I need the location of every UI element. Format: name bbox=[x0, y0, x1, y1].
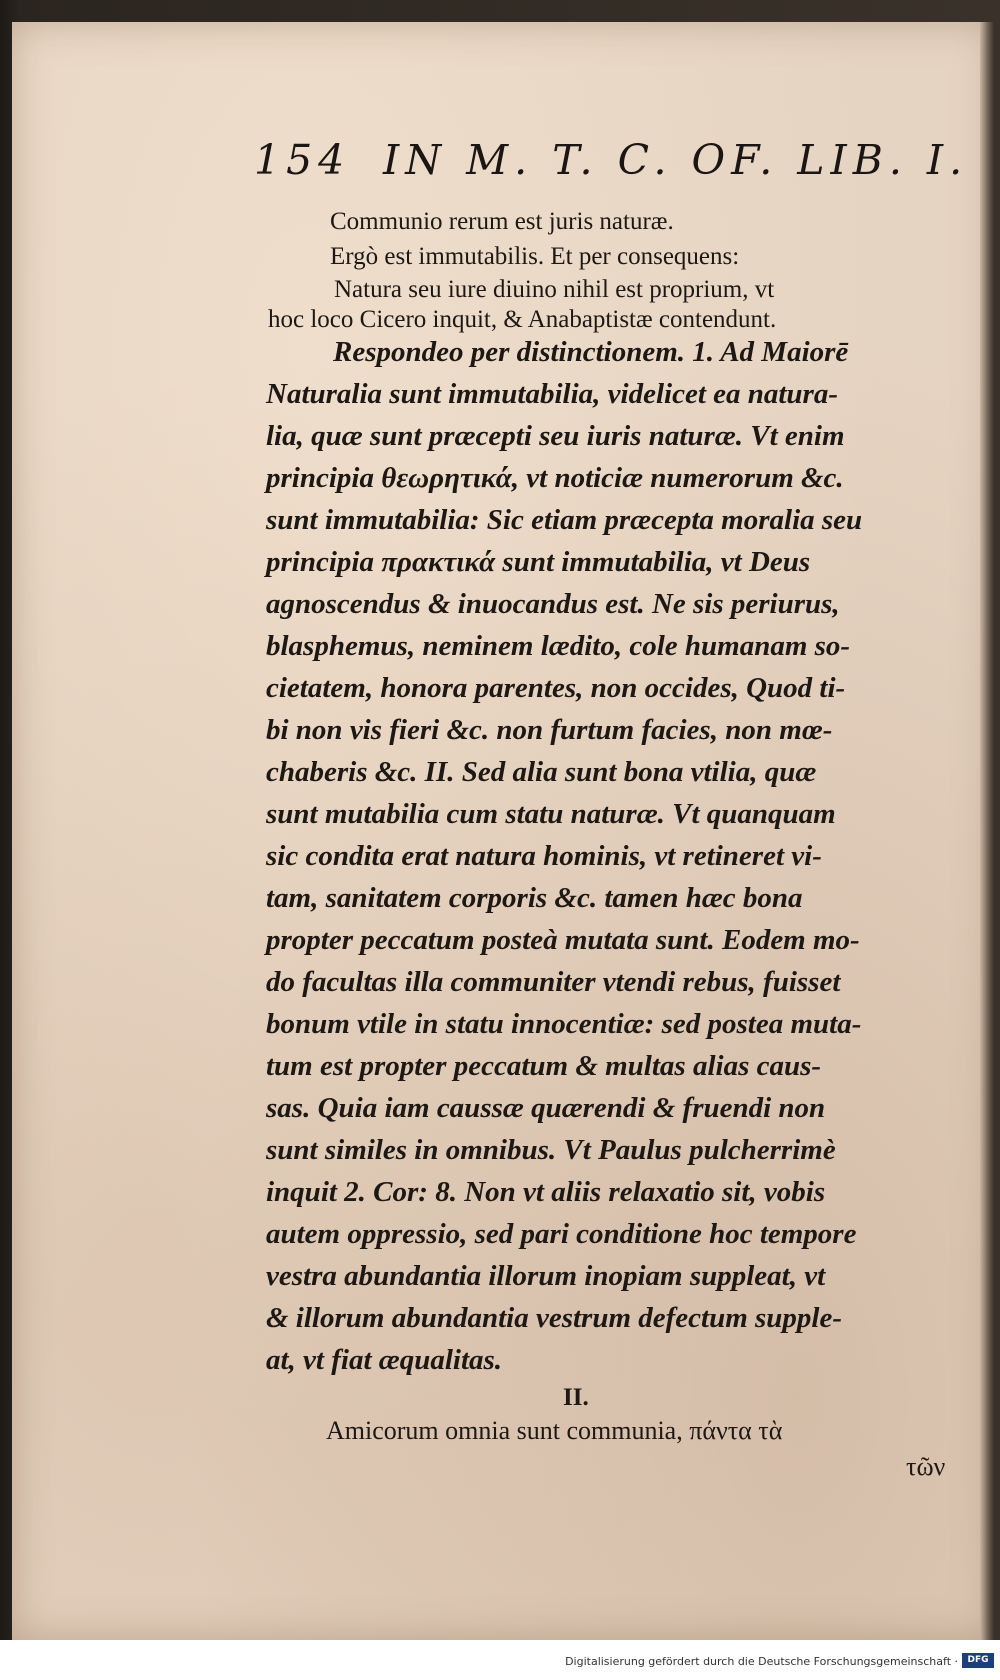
text-line: cietatem, honora parentes, non occides, Quod ti- bbox=[266, 672, 846, 704]
text-line: blasphemus, neminem lædito, cole humanam so- bbox=[266, 630, 851, 662]
text-line: Communio rerum est juris naturæ. bbox=[330, 208, 674, 235]
text-line: hoc loco Cicero inquit, & Anabaptistæ contendunt. bbox=[268, 306, 777, 333]
text-line: bi non vis fieri &c. non furtum facies, non mœ- bbox=[266, 714, 833, 746]
text-line: lia, quæ sunt præcepti seu iuris naturæ. Vt enim bbox=[266, 420, 845, 452]
text-line: at, vt fiat æqualitas. bbox=[266, 1344, 503, 1376]
text-line: sic condita erat natura hominis, vt retineret vi- bbox=[266, 840, 822, 872]
digitization-credit: Digitalisierung gefördert durch die Deutsche Forschungsgemeinschaft · bbox=[565, 1655, 958, 1668]
dfg-logo: DFG bbox=[962, 1653, 994, 1668]
text-line: principia πρακτικά sunt immutabilia, vt Deus bbox=[266, 546, 811, 578]
section-number: II. bbox=[563, 1384, 589, 1411]
text-line: & illorum abundantia vestrum defectum supple- bbox=[266, 1302, 843, 1334]
text-line: Ergò est immutabilis. Et per consequens: bbox=[330, 243, 740, 270]
text-line: propter peccatum posteà mutata sunt. Eodem mo- bbox=[266, 924, 860, 956]
text-line: Amicorum omnia sunt communia, πάντα τὰ bbox=[326, 1416, 783, 1445]
text-line: bonum vtile in statu innocentiæ: sed postea muta- bbox=[266, 1008, 862, 1040]
text-line: Naturalia sunt immutabilia, videlicet ea natura- bbox=[266, 378, 838, 410]
text-line: vestra abundantia illorum inopiam suppleat, vt bbox=[266, 1260, 826, 1292]
text-line: agnoscendus & inuocandus est. Ne sis periurus, bbox=[266, 588, 840, 620]
text-line: sunt immutabilia: Sic etiam præcepta moralia seu bbox=[266, 504, 863, 536]
text-line: tam, sanitatem corporis &c. tamen hæc bona bbox=[266, 882, 803, 914]
text-line: do facultas illa communiter vtendi rebus, fuisset bbox=[266, 966, 841, 998]
text-line: Natura seu iure diuino nihil est proprium, vt bbox=[334, 276, 775, 303]
text-line: sas. Quia iam caussæ quærendi & fruendi non bbox=[266, 1092, 826, 1124]
text-line: principia θεωρητικά, vt noticiæ numerorum &c. bbox=[266, 462, 844, 494]
text-line: inquit 2. Cor: 8. Non vt aliis relaxatio sit, vobis bbox=[266, 1176, 826, 1208]
text-line: sunt similes in omnibus. Vt Paulus pulcherrimè bbox=[266, 1134, 836, 1166]
text-line: tum est propter peccatum & multas alias caus- bbox=[266, 1050, 822, 1082]
text-line: sunt mutabilia cum statu naturæ. Vt quanquam bbox=[266, 798, 836, 830]
text-line: autem oppressio, sed pari conditione hoc tempore bbox=[266, 1218, 857, 1250]
page-number: 154 bbox=[254, 136, 351, 184]
catchword: τῶν bbox=[906, 1452, 946, 1481]
text-line: chaberis &c. II. Sed alia sunt bona vtilia, quæ bbox=[266, 756, 817, 788]
running-title: IN M. T. C. OF. LIB. I. bbox=[383, 136, 969, 184]
text-line: Respondeo per distinctionem. 1. Ad Maiorē bbox=[333, 336, 849, 368]
